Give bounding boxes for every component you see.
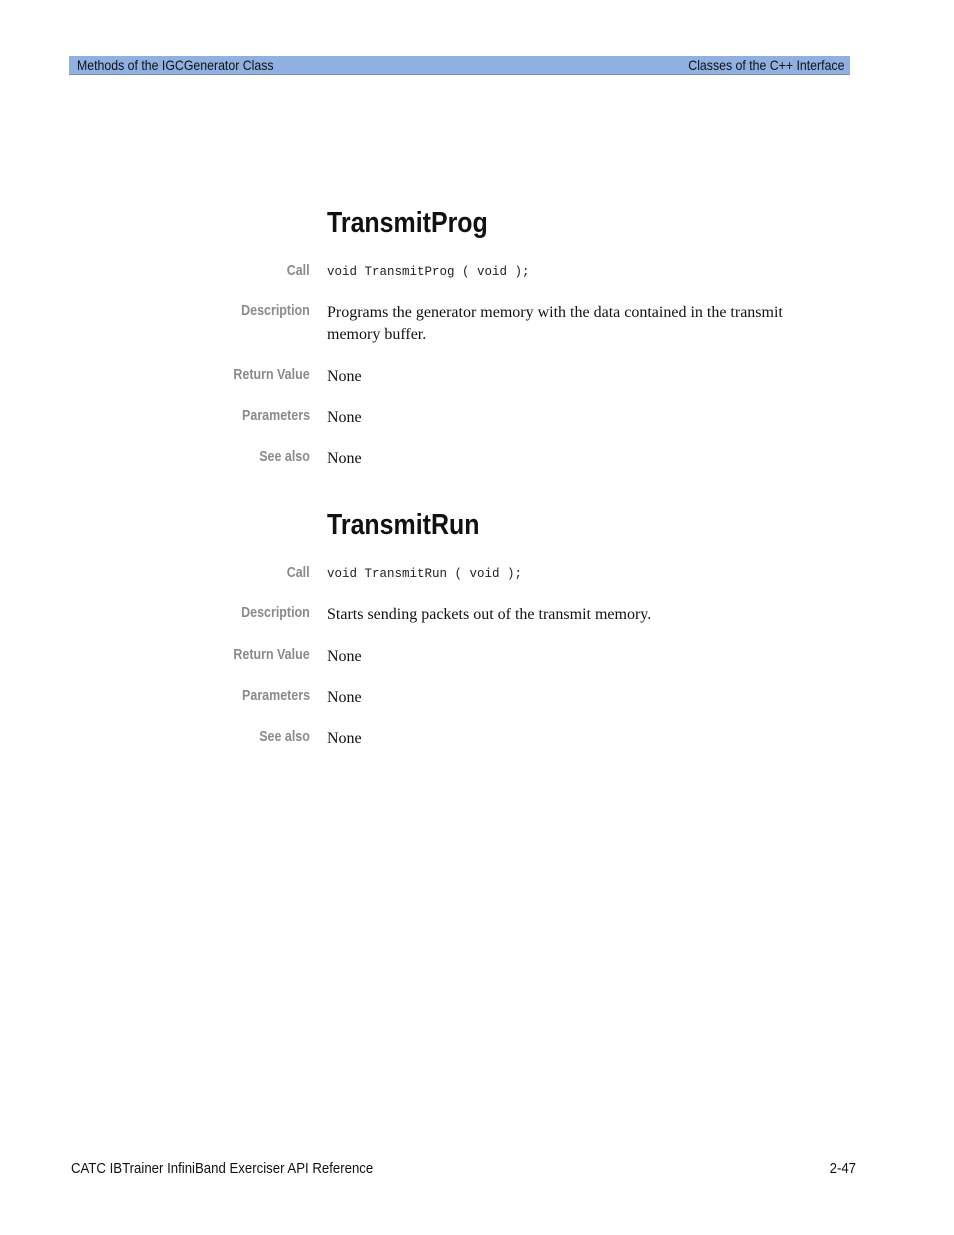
call-signature: void TransmitProg ( void );	[327, 265, 530, 279]
return-value-label: Return Value	[233, 367, 310, 383]
call-label: Call	[287, 565, 310, 581]
parameters-label: Parameters	[242, 408, 310, 424]
footer-document-title: CATC IBTrainer InfiniBand Exerciser API Reference	[71, 1160, 374, 1177]
parameters-label: Parameters	[242, 688, 310, 704]
call-label: Call	[287, 263, 310, 279]
see-also-text: None	[327, 730, 362, 747]
parameters-text: None	[327, 409, 362, 426]
see-also-label: See also	[259, 449, 310, 465]
description-text: Starts sending packets out of the transmit memory.	[327, 606, 652, 623]
description-text: Programs the generator memory with the data contained in the transmit memory buffer.	[327, 304, 783, 343]
header-section-title: Classes of the C++ Interface	[687, 57, 844, 73]
method-title: TransmitProg	[327, 207, 488, 239]
description-label: Description	[241, 605, 310, 621]
running-header	[69, 56, 850, 75]
footer-page-number: 2-47	[829, 1160, 856, 1177]
method-title: TransmitRun	[327, 509, 480, 541]
call-signature: void TransmitRun ( void );	[327, 567, 523, 581]
see-also-text: None	[327, 450, 362, 467]
see-also-label: See also	[259, 729, 310, 745]
description-label: Description	[241, 303, 310, 319]
header-chapter-title: Methods of the IGCGenerator Class	[77, 57, 274, 73]
parameters-text: None	[327, 689, 362, 706]
return-value-text: None	[327, 368, 362, 385]
return-value-label: Return Value	[233, 647, 310, 663]
return-value-text: None	[327, 648, 362, 665]
